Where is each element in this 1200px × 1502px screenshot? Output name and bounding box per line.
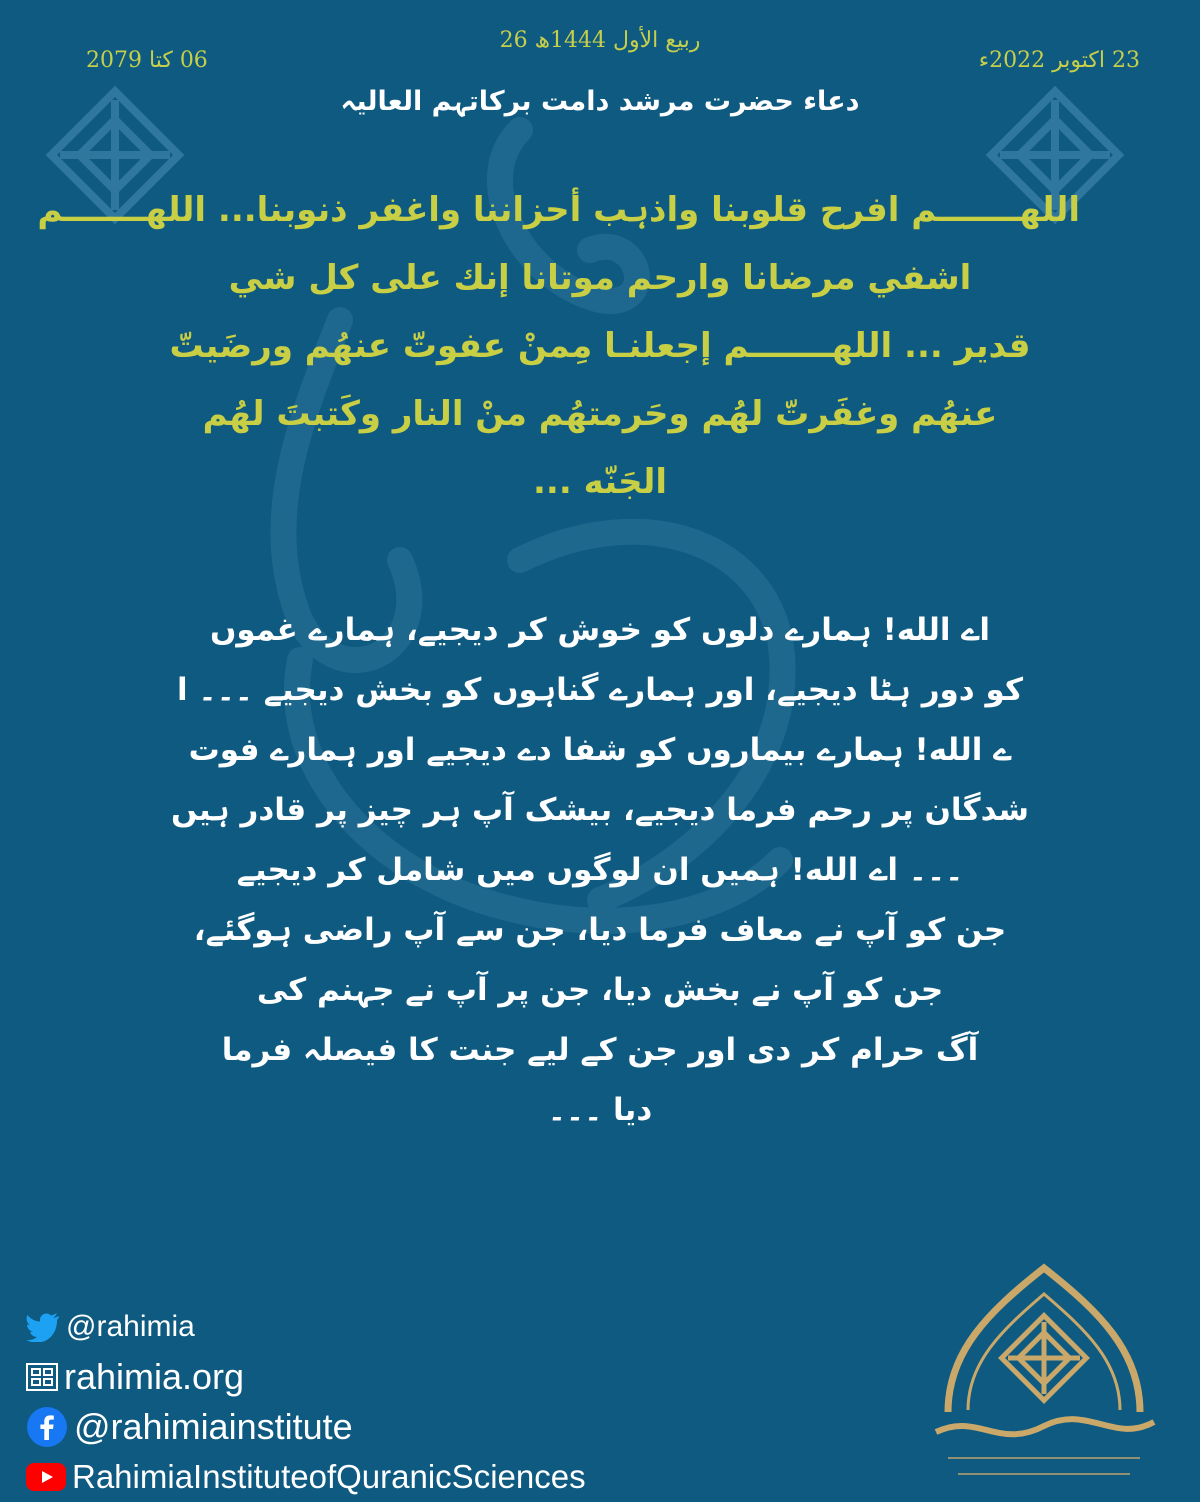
urdu-line: آگ حرام کر دی اور جن کے لیے جنت کا فیصلہ فرما <box>221 1032 979 1068</box>
twitter-handle: @rahimia <box>66 1310 195 1343</box>
page-title: دعاء حضرت مرشد دامت برکاتہم العالیہ <box>340 86 860 117</box>
urdu-translation <box>80 600 1120 1140</box>
urdu-line: دیا ۔۔۔ <box>547 1092 653 1128</box>
facebook-link[interactable] <box>26 1402 586 1452</box>
hijri-date: 26 ربیع الأول 1444ھ <box>499 28 701 53</box>
social-links <box>26 1302 586 1502</box>
arabic-line: الجَنّه ... <box>532 462 667 502</box>
urdu-line: جن کو آپ نے معاف فرما دیا، جن سے آپ راضی ہوگئے، <box>193 912 1007 948</box>
bikrami-date: 06 کتا 2079 <box>86 48 208 73</box>
urdu-line: شدگان پر رحم فرما دیجیے، بیشک آپ ہر چیز پر قادر ہیں <box>171 792 1029 828</box>
facebook-handle: @rahimiainstitute <box>74 1406 353 1447</box>
twitter-link[interactable] <box>26 1302 586 1352</box>
urdu-line: ے الله! ہمارے بیماروں کو شفا دے دیجیے اور ہمارے فوت <box>188 732 1012 768</box>
website-url: rahimia.org <box>64 1356 245 1397</box>
urdu-line: اے الله! ہمارے دلوں کو خوش کر دیجیے، ہمارے غموں <box>209 612 991 648</box>
youtube-channel: RahimiaInstituteofQuranicSciences <box>72 1458 586 1495</box>
arabic-line: قدير ... اللھـــــــم إجعلنـا مِمنْ عفوتّ عنھُم ورضَيتّ <box>169 326 1031 366</box>
twitter-icon <box>26 1312 60 1342</box>
urdu-line: کو دور ہٹا دیجیے، اور ہمارے گناہوں کو بخش دیجیے ۔۔۔ ا <box>177 672 1023 708</box>
website-link[interactable] <box>26 1352 586 1402</box>
arabic-dua <box>37 176 1080 516</box>
arabic-line: اشفي مرضانا وارحم موتانا إنك على كل شي <box>228 258 972 298</box>
youtube-link[interactable] <box>26 1452 586 1502</box>
gregorian-date: 23 اکتوبر 2022ء <box>978 48 1140 73</box>
facebook-icon <box>26 1406 68 1448</box>
website-icon <box>26 1363 58 1391</box>
urdu-line: ۔۔۔ اے الله! ہمیں ان لوگوں میں شامل کر دیجیے <box>236 852 964 888</box>
rahimia-logo <box>918 1262 1170 1490</box>
urdu-line: جن کو آپ نے بخش دیا، جن پر آپ نے جہنم کی <box>256 972 944 1008</box>
arabic-line: عنھُم وغفَرتّ لھُم وحَرمتھُم منْ النار وكَتبتَ لھُم <box>202 394 998 434</box>
arabic-line: اللھـــــــم افرح قلوبنا واذہب أحزاننا واغفر ذنوبنا... اللھـــــــم <box>37 190 1080 230</box>
youtube-icon <box>26 1463 66 1491</box>
